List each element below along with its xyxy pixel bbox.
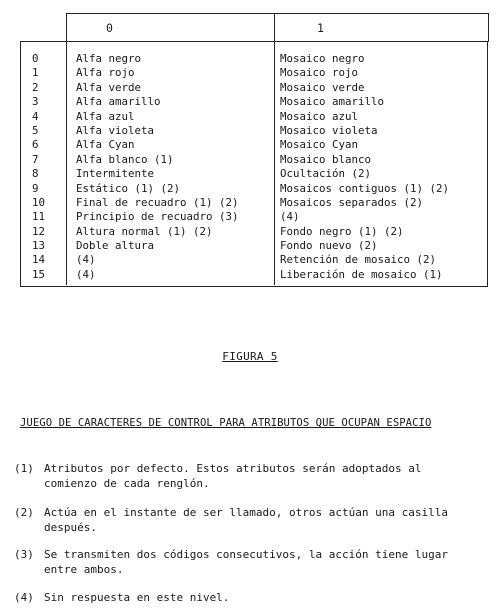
cell-col0: Alfa amarillo — [76, 95, 161, 109]
table-row — [20, 167, 486, 181]
cell-col0: (4) — [76, 253, 96, 267]
footnote-text: Actúa en el instante de ser llamado, otros actúan una casilla después. — [44, 506, 448, 534]
table-row — [20, 95, 486, 109]
row-index: 7 — [32, 152, 39, 166]
table-row — [20, 52, 486, 66]
cell-col0: Alfa azul — [76, 109, 135, 123]
cell-col1: Mosaico rojo — [280, 66, 359, 80]
footnote-number: (4) — [14, 591, 34, 604]
table-row — [20, 210, 486, 224]
cell-col0: Estático (1) (2) — [76, 181, 181, 195]
cell-col0: Intermitente — [76, 167, 155, 181]
table-row — [20, 196, 486, 210]
cell-col1: Retención de mosaico (2) — [280, 253, 437, 267]
footnote-number: (1) — [14, 462, 34, 475]
cell-col0: Alfa rojo — [76, 66, 135, 80]
table-row — [20, 153, 486, 167]
cell-col1: Mosaico verde — [280, 80, 365, 94]
row-index: 15 — [32, 267, 46, 281]
table-rows — [20, 52, 486, 282]
cell-col0: Alfa verde — [76, 80, 142, 94]
table-row — [20, 182, 486, 196]
cell-col1: Fondo nuevo (2) — [280, 239, 378, 253]
row-index: 12 — [32, 224, 46, 238]
table-row — [20, 66, 486, 80]
row-index: 2 — [32, 80, 39, 94]
footnote-text: Atributos por defecto. Estos atributos serán adoptados al comienzo de cada renglón. — [44, 462, 422, 490]
cell-col0: (4) — [76, 267, 96, 281]
table-row — [20, 239, 486, 253]
cell-col1: Mosaico azul — [280, 109, 359, 123]
row-index: 9 — [32, 181, 39, 195]
table-row — [20, 268, 486, 282]
cell-col1: Mosaicos contiguos (1) (2) — [280, 181, 450, 195]
row-index: 0 — [32, 52, 39, 65]
cell-col0: Altura normal (1) (2) — [76, 224, 213, 238]
row-index: 1 — [32, 66, 39, 80]
cell-col1: Mosaico blanco — [280, 152, 372, 166]
column-header-0: 0 — [106, 21, 113, 35]
cell-col0: Alfa negro — [76, 52, 142, 65]
cell-col0: Alfa Cyan — [76, 138, 135, 152]
cell-col1: Liberación de mosaico (1) — [280, 267, 443, 281]
header-divider — [66, 41, 487, 42]
table-row — [20, 138, 486, 152]
table-row — [20, 124, 486, 138]
footnote-number: (3) — [14, 548, 34, 561]
section-title: JUEGO DE CARACTERES DE CONTROL PARA ATRIBUTOS QUE OCUPAN ESPACIO — [20, 417, 432, 429]
cell-col1: Mosaicos separados (2) — [280, 195, 424, 209]
cell-col1: Mosaico negro — [280, 52, 365, 65]
cell-col1: Mosaico amarillo — [280, 95, 385, 109]
cell-col0: Alfa violeta — [76, 123, 155, 137]
footnote-number: (2) — [14, 506, 34, 519]
row-index: 11 — [32, 210, 46, 224]
cell-col0: Principio de recuadro (3) — [76, 210, 239, 224]
cell-col1: (4) — [280, 210, 300, 224]
footnote-text: Se transmiten dos códigos consecutivos, la acción tiene lugar entre ambos. — [44, 548, 448, 576]
row-index: 6 — [32, 138, 39, 152]
table-header-row — [66, 13, 489, 42]
table-row — [20, 110, 486, 124]
cell-col1: Ocultación (2) — [280, 167, 372, 181]
cell-col0: Final de recuadro (1) (2) — [76, 195, 239, 209]
column-header-1: 1 — [317, 21, 324, 35]
figure-label: FIGURA 5 — [222, 350, 278, 363]
row-index: 8 — [32, 167, 39, 181]
cell-col1: Fondo negro (1) (2) — [280, 224, 404, 238]
row-index: 13 — [32, 239, 46, 253]
cell-col0: Alfa blanco (1) — [76, 152, 174, 166]
cell-col1: Mosaico Cyan — [280, 138, 359, 152]
cell-col0: Doble altura — [76, 239, 155, 253]
table-row — [20, 81, 486, 95]
row-index: 10 — [32, 195, 46, 209]
row-index: 3 — [32, 95, 39, 109]
row-index: 4 — [32, 109, 39, 123]
attribute-table — [20, 13, 488, 286]
table-row — [20, 253, 486, 267]
cell-col1: Mosaico violeta — [280, 123, 378, 137]
row-index: 5 — [32, 123, 39, 137]
row-index: 14 — [32, 253, 46, 267]
footnote-text: Sin respuesta en este nivel. — [44, 591, 230, 604]
table-row — [20, 225, 486, 239]
